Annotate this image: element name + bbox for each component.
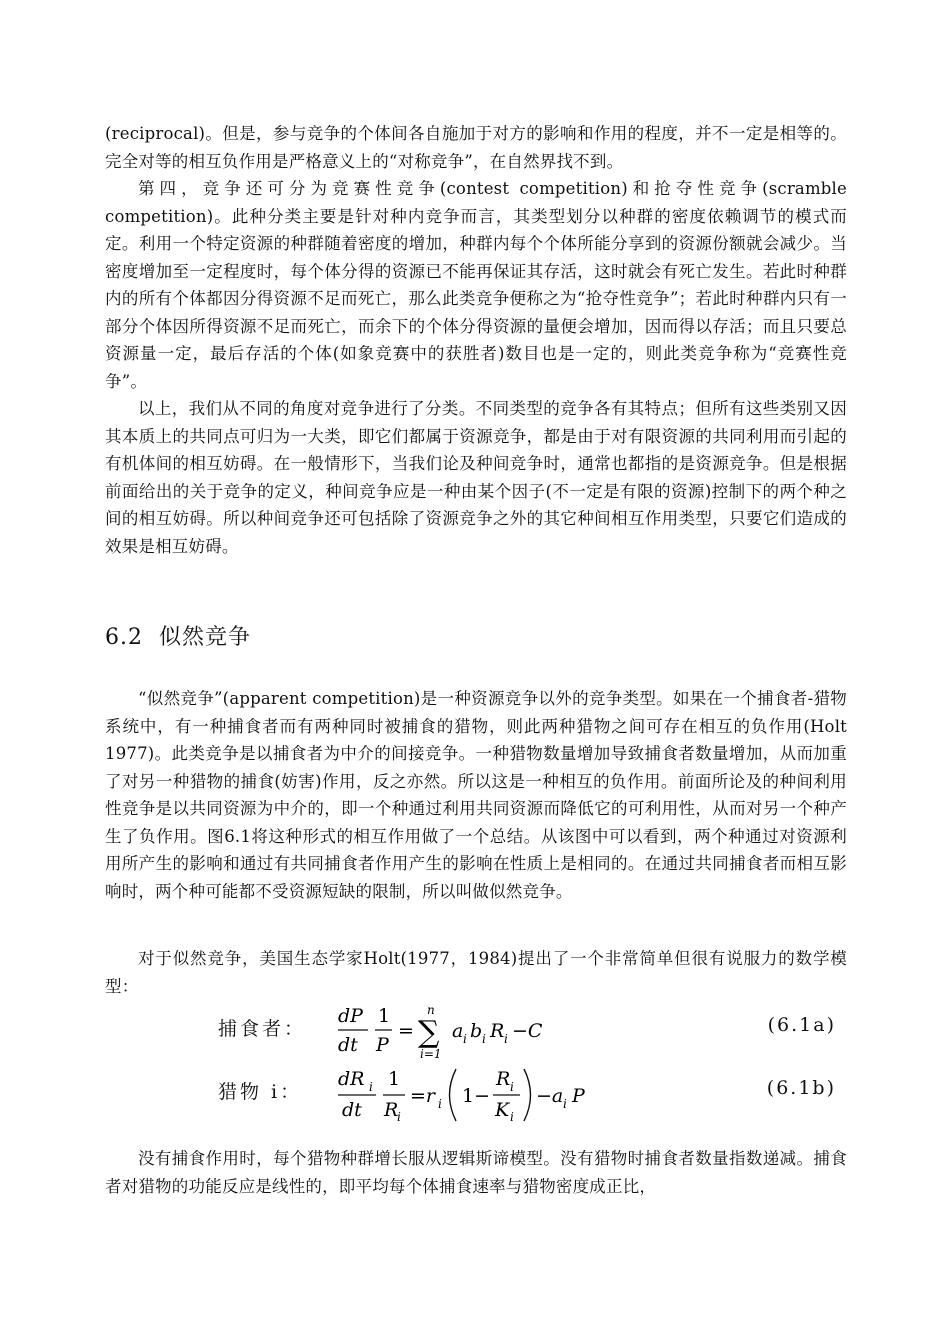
subscript-i: i [563,1097,567,1111]
paragraph-1: (reciprocal)。但是，参与竞争的个体间各自施加于对方的影响和作用的程度，并不一定是相等的。完全对等的相互负作用是严格意义上的“对称竞争”，在自然界找不到。 [105,124,847,171]
paragraph-3: 以上，我们从不同的角度对竞争进行了分类。不同类型的竞争各有其特点；但所有这些类别又因其本质上的共同点可归为一大类，即它们都属于资源竞争，都是由于对有限资源的共同利用而引起的有机体间的相互妨碍。在一般情形下，当我们论及种间竞争时，通常也都指的是资源竞争。但是根据前面给出的关于竞争的定义，种间竞争应是一种由某个因子(不一定是有限的资源)控制下的两个种之间的相互妨碍。所以种间竞争还可包括除了资源竞争之外的其它种间相互作用类型，只要它们造成的效果是相互妨碍。 [105,399,847,556]
subscript-i: i [510,1080,514,1094]
numerator-dR: dR [338,1068,365,1090]
paragraph-6: 没有捕食作用时，每个猎物种群增长服从逻辑斯谛模型。没有猎物时捕食者数量指数递减。捕食者对猎物的功能反应是线性的，即平均每个体捕食速率与猎物密度成正比， [105,1149,847,1196]
equals-sign: = [398,1020,414,1042]
equation-predator [218,1000,848,1060]
minus-a: −a [536,1085,564,1107]
prey-formula-svg [338,1063,638,1127]
term-P: P [572,1085,585,1107]
term-minus-C: −C [512,1020,543,1042]
denominator-dt: dt [342,1099,362,1121]
numerator-one: 1 [388,1068,401,1090]
subscript-i: i [463,1032,467,1046]
denominator-P: P [376,1034,389,1056]
paragraph-2: 第四，竞争还可分为竞赛性竞争(contest competition)和抢夺性竞争(scramble competition)。此种分类主要是针对种内竞争而言，其类型划分以种群的密度依赖调节的模式而定。利用一个特定资源的种群随着密度的增加，种群内每个个体所能分享到的资源份额就会减少。当密度增加至一定程度时，每个体分得的资源已不能再保证其存活，这时就会有死亡发生。若此时种群内的所有个体都因分得资源不足而死亡，那么此类竞争便称之为“抢夺性竞争”；若此时种群内只有一部分个体因所得资源不足而死亡，而余下的个体分得资源的量便会增加，因而得以存活；而且只要总资源量一定，最后存活的个体(如象竞赛中的获胜者)数目也是一定的，则此类竞争称为“竞赛性竞争”。 [105,179,847,391]
predator-formula-svg [338,1000,618,1062]
equation-formula [338,1000,618,1067]
section-title: 似然竞争 [159,625,252,650]
term-b: b [470,1020,483,1042]
equation-label: 猎物 i： [218,1081,303,1103]
section-heading [105,620,251,651]
equation-formula [338,1063,638,1132]
subscript-i: i [504,1032,508,1046]
sum-upper: n [427,1003,435,1017]
sigma-symbol: ∑ [418,1015,440,1050]
fraction-R: R [496,1068,511,1090]
section-number: 6.2 [105,625,143,650]
subscript-i: i [438,1097,442,1111]
equation-number: (6.1a) [767,1014,836,1036]
fraction-K: K [495,1099,510,1121]
equals-r: =r [410,1085,436,1107]
equation-number: (6.1b) [766,1077,836,1099]
term-a: a [452,1020,464,1042]
numerator-dP: dP [338,1005,363,1027]
right-paren [524,1069,531,1121]
subscript-i: i [510,1110,514,1124]
numerator-one: 1 [378,1005,391,1027]
paragraph-4: “似然竞争”(apparent competition)是一种资源竞争以外的竞争类型。如果在一个捕食者-猎物系统中，有一种捕食者而有两种同时被捕食的猎物，则此两种猎物之间可存在相互的负作用(Holt 1977)。此类竞争是以捕食者为中介的间接竞争。一种猎物数量增加导致捕食者数量增加，从而加重了对另一种猎物的捕食(妨害)作用，反之亦然。所以这是一种相互的负作用。前面所论及的种间利用性竞争是以共同资源为中介的，即一个种通过利用共同资源而降低它的可利用性，从而对另一个种产生了负作用。图6.1将这种形式的相互作用做了一个总结。从该图中可以看到，两个种通过对资源利用所产生的影响和通过有共同捕食者作用产生的影响在性质上是相同的。在通过共同捕食者而相互影响时，两个种可能都不受资源短缺的限制，所以叫做似然竞争。 [105,689,847,901]
subscript-i: i [482,1032,486,1046]
paragraph-5: 对于似然竞争，美国生态学家Holt(1977，1984)提出了一个非常简单但很有说服力的数学模型： [105,949,847,996]
equation-prey [218,1063,848,1123]
term-R: R [490,1020,505,1042]
denominator-R: R [384,1099,399,1121]
sum-lower: i=1 [420,1047,442,1061]
subscript-i: i [397,1110,401,1124]
left-paren [450,1069,457,1121]
one-minus: 1− [462,1085,491,1107]
equation-label: 捕食者： [218,1018,307,1040]
denominator-dt: dt [338,1034,358,1056]
subscript-i: i [369,1080,373,1094]
